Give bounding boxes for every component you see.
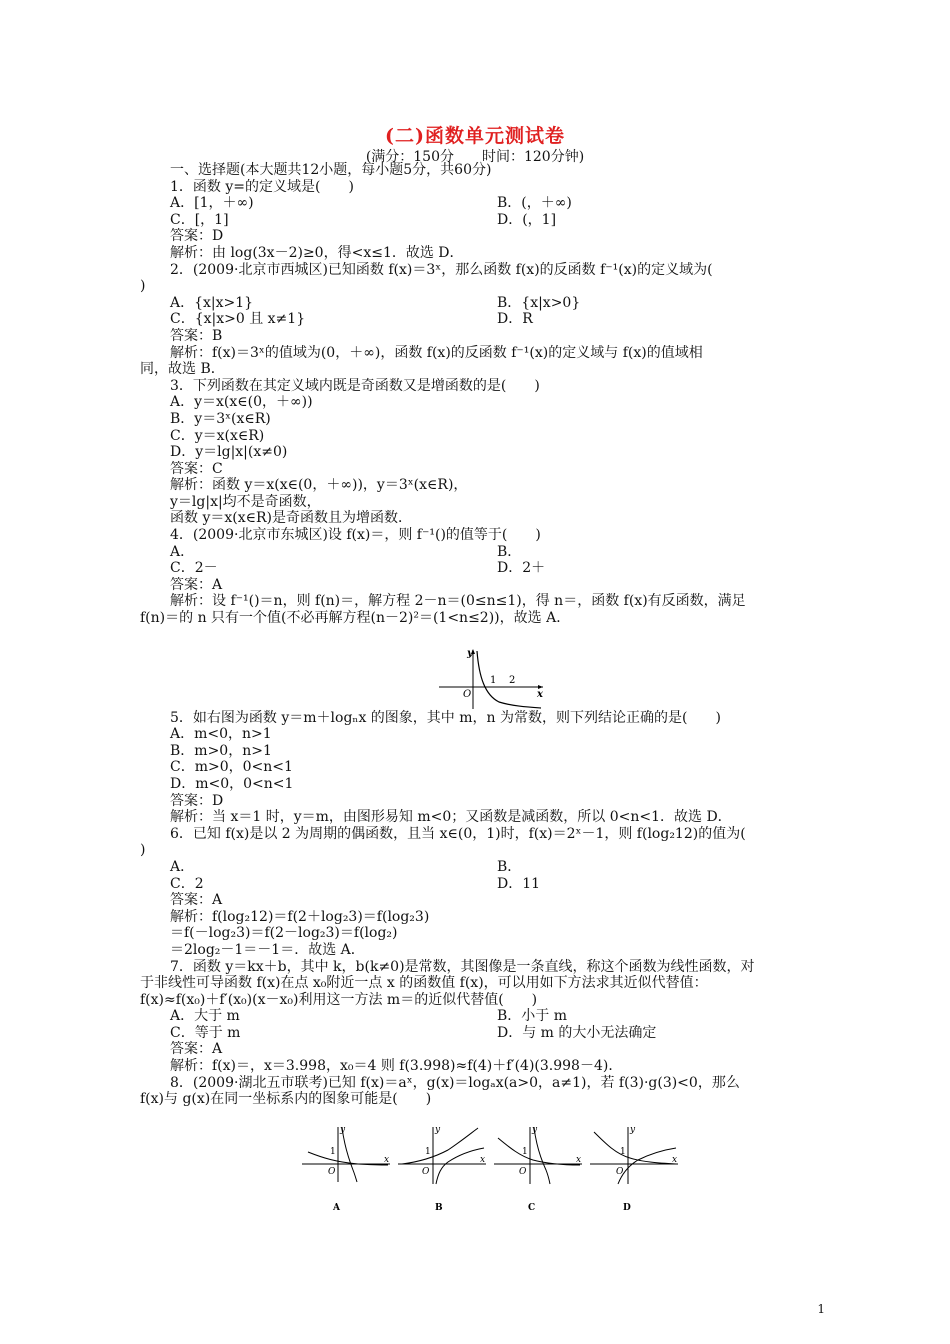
text-line xyxy=(140,892,820,909)
option-left: A． xyxy=(170,543,195,560)
text-line xyxy=(140,975,820,992)
page-title: (二)函数单元测试卷 xyxy=(385,125,565,147)
graph-a-y: y xyxy=(340,1125,346,1135)
text-line xyxy=(140,527,820,544)
text-line xyxy=(140,710,820,727)
graph-c-y: y xyxy=(532,1125,538,1135)
text-line xyxy=(140,394,820,411)
graph-d-origin: O xyxy=(616,1167,624,1177)
text-line xyxy=(140,776,820,793)
line-text: 答案：D xyxy=(170,228,224,245)
line-text: 5．如右图为函数 y＝m＋logₙx 的图象，其中 m，n 为常数，则下列结论正确的是( ) xyxy=(170,709,721,726)
line-text: 解析：当 x＝1 时，y＝m，由图形易知 m<0；又函数是减函数，所以 0<n<1．故选 D． xyxy=(170,809,732,826)
line-text: f(n)＝的 n 只有一个值(不必再解方程(n－2)²＝(1<n≤2))，故选 A． xyxy=(140,610,571,627)
text-line xyxy=(140,859,820,876)
line-text: y＝lg|x|均不是奇函数， xyxy=(170,493,321,510)
text-line xyxy=(140,328,820,345)
line-text: f(x)与 g(x)在同一坐标系内的图象可能是( ) xyxy=(140,1091,432,1108)
option-left: A．[1，＋∞) xyxy=(170,195,254,212)
option-left: C．等于 m xyxy=(170,1024,241,1041)
line-text: 4．(2009·北京市东城区)设 f(x)＝，则 f⁻¹()的值等于( ) xyxy=(170,527,541,544)
text-line xyxy=(140,262,820,279)
text-line xyxy=(140,992,820,1009)
text-line xyxy=(140,610,820,627)
line-text: ＝2log₂－1＝－1＝．故选 A． xyxy=(170,941,365,958)
text-line xyxy=(140,842,820,859)
graph-c-origin: O xyxy=(519,1167,527,1177)
graph-c-one: 1 xyxy=(522,1147,528,1157)
line-text: 解析：函数 y＝x(x∈(0，＋∞))，y＝3ˣ(x∈R)， xyxy=(170,477,468,494)
line-text: 函数 y＝x(x∈R)是奇函数且为增函数． xyxy=(170,510,412,527)
line-text: ) xyxy=(140,842,146,859)
graph5-tick-1: 1 xyxy=(490,675,497,686)
text-line xyxy=(140,544,820,561)
text-line xyxy=(140,428,820,445)
text-line xyxy=(140,826,820,843)
graph-a-one: 1 xyxy=(330,1147,336,1157)
graph-d-one: 1 xyxy=(620,1147,626,1157)
option-right: D．11 xyxy=(497,875,541,892)
graph-a-x: x xyxy=(384,1155,390,1165)
graph-b-origin: O xyxy=(422,1167,430,1177)
graph-d-label: D xyxy=(623,1203,631,1213)
text-line xyxy=(140,195,820,212)
line-text: 答案：A xyxy=(170,892,223,909)
text-line xyxy=(140,1025,820,1042)
option-right: B．小于 m xyxy=(497,1008,568,1025)
text-line xyxy=(140,1075,820,1092)
text-line xyxy=(140,361,820,378)
line-text: ＝f(－log₂3)＝f(2－log₂3)＝f(log₂) xyxy=(170,925,398,942)
text-line xyxy=(140,577,820,594)
option-left: A．大于 m xyxy=(170,1008,240,1025)
graph-b-label: B xyxy=(435,1203,443,1213)
line-text: 于非线性可导函数 f(x)在点 x₀附近一点 x 的函数值 f(x)，可以用如下方法求其近似代替值： xyxy=(140,975,708,992)
text-line xyxy=(140,311,820,328)
text-line xyxy=(140,560,820,577)
text-line xyxy=(140,909,820,926)
text-line xyxy=(140,494,820,511)
text-line xyxy=(140,228,820,245)
text-line xyxy=(140,278,820,295)
text-line xyxy=(140,959,820,976)
line-text: 答案：A xyxy=(170,576,223,593)
text-line xyxy=(140,461,820,478)
text-line xyxy=(140,942,820,959)
graph5-x-label: x xyxy=(537,689,543,700)
option-right: B． xyxy=(497,543,522,560)
option-left: C．{x|x>0 且 x≠1} xyxy=(170,311,306,328)
page-number: 1 xyxy=(817,1302,825,1316)
text-line xyxy=(140,759,820,776)
option-right: D．2＋ xyxy=(497,560,546,577)
option-right: D．(，1] xyxy=(497,211,557,228)
option-right: B．(，＋∞) xyxy=(497,195,572,212)
line-text: 答案：A xyxy=(170,1041,223,1058)
line-text: C．y＝x(x∈R) xyxy=(170,427,265,444)
text-line xyxy=(140,925,820,942)
line-text: 8．(2009·湖北五市联考)已知 f(x)＝aˣ，g(x)＝logₐx(a>0，a≠1)，若 f(3)·g(3)<0，那么 xyxy=(170,1074,740,1091)
option-left: C．2－ xyxy=(170,560,218,577)
line-text: 答案：C xyxy=(170,460,223,477)
text-line xyxy=(140,793,820,810)
line-text: 一、选择题(本大题共12小题，每小题5分，共60分) xyxy=(170,162,492,178)
graph5-y-label: y xyxy=(467,648,473,659)
option-left: A．{x|x>1} xyxy=(170,294,254,311)
option-right: D．R xyxy=(497,311,533,328)
line-text: D．m<0，0<n<1 xyxy=(170,775,294,792)
text-line xyxy=(140,444,820,461)
text-line xyxy=(140,345,820,362)
graph-b-x: x xyxy=(480,1155,486,1165)
graph-b-one: 1 xyxy=(425,1147,431,1157)
line-text: A．y＝x(x∈(0，＋∞)) xyxy=(170,394,313,411)
text-line xyxy=(140,212,820,229)
graph-c-x: x xyxy=(576,1155,582,1165)
line-text: A．m<0，n>1 xyxy=(170,726,272,743)
line-text: 解析：f(x)＝，x＝3.998，x₀＝4 则 f(3.998)≈f(4)＋f′(4)(3.998－4)． xyxy=(170,1058,623,1075)
text-line xyxy=(140,1058,820,1075)
text-line xyxy=(140,295,820,312)
graph-d xyxy=(590,1125,678,1213)
question-body xyxy=(140,162,820,1108)
line-text: 解析：f(x)＝3ˣ的值域为(0，＋∞)，函数 f(x)的反函数 f⁻¹(x)的定义域与 f(x)的值域相 xyxy=(170,344,703,361)
text-line xyxy=(140,593,820,610)
text-line xyxy=(140,743,820,760)
text-line xyxy=(140,627,820,644)
line-text: B．y＝3ˣ(x∈R) xyxy=(170,410,271,427)
graph-c xyxy=(494,1125,582,1213)
line-text: 解析：设 f⁻¹()＝n，则 f(n)＝，解方程 2－n＝(0≤n≤1)，得 n＝，函数 f(x)有反函数，满足 xyxy=(170,593,746,610)
line-text: 7．函数 y＝kx＋b，其中 k，b(k≠0)是常数，其图像是一条直线，称这个函数为线性函数，对 xyxy=(170,958,755,975)
option-right: B． xyxy=(497,858,522,875)
graph-a xyxy=(302,1125,390,1213)
text-line xyxy=(140,510,820,527)
graph-d-x: x xyxy=(672,1155,678,1165)
line-text: 1．函数 y=的定义域是( ) xyxy=(170,178,354,195)
graph5-tick-2: 2 xyxy=(509,675,516,686)
graph5-origin: O xyxy=(463,689,472,700)
line-text: f(x)≈f(x₀)＋f′(x₀)(x－x₀)利用这一方法 m＝的近似代替值( ) xyxy=(140,991,538,1008)
text-line xyxy=(140,1008,820,1025)
line-text: 解析：由 log(3x－2)≥0，得<x≤1．故选 D． xyxy=(170,244,464,261)
line-text: 答案：D xyxy=(170,792,224,809)
graph-d-y: y xyxy=(630,1125,636,1135)
text-line xyxy=(140,411,820,428)
line-text: B．m>0，n>1 xyxy=(170,742,272,759)
option-left: C．2 xyxy=(170,875,204,892)
option-right: D．与 m 的大小无法确定 xyxy=(497,1024,657,1041)
line-text: C．m>0，0<n<1 xyxy=(170,759,293,776)
text-line xyxy=(140,876,820,893)
text-line xyxy=(140,162,820,179)
question-8-graphs xyxy=(298,1122,718,1217)
line-text: 2．(2009·北京市西城区)已知函数 f(x)＝3ˣ，那么函数 f(x)的反函数 f⁻¹(x)的定义域为( xyxy=(170,261,713,278)
line-text: 同，故选 B． xyxy=(140,361,225,378)
text-line xyxy=(140,179,820,196)
line-text: 6．已知 f(x)是以 2 为周期的偶函数，且当 x∈(0，1)时，f(x)＝2ˣ－1，则 f(log₂12)的值为( xyxy=(170,825,746,842)
option-right: B．{x|x>0} xyxy=(497,294,581,311)
graph-a-label: A xyxy=(333,1203,340,1213)
graph-b-y: y xyxy=(435,1125,441,1135)
text-line xyxy=(140,726,820,743)
graph-b xyxy=(398,1125,486,1213)
line-text: ) xyxy=(140,278,146,295)
line-text: 解析：f(log₂12)＝f(2＋log₂3)＝f(log₂3) xyxy=(170,908,430,925)
exam-info: (满分：150分 时间：120分钟) xyxy=(365,149,585,165)
option-left: C．[，1] xyxy=(170,211,229,228)
text-line xyxy=(140,1041,820,1058)
line-text: D．y＝lg|x|(x≠0) xyxy=(170,444,288,461)
question-5-graph xyxy=(437,647,547,712)
text-line xyxy=(140,245,820,262)
graph-a-origin: O xyxy=(328,1167,336,1177)
text-line xyxy=(140,1091,820,1108)
line-text: 答案：B xyxy=(170,327,223,344)
line-text: 3．下列函数在其定义域内既是奇函数又是增函数的是( ) xyxy=(170,377,540,394)
option-left: A． xyxy=(170,858,195,875)
text-line xyxy=(140,809,820,826)
text-line xyxy=(140,477,820,494)
graph-c-label: C xyxy=(528,1203,536,1213)
text-line xyxy=(140,378,820,395)
